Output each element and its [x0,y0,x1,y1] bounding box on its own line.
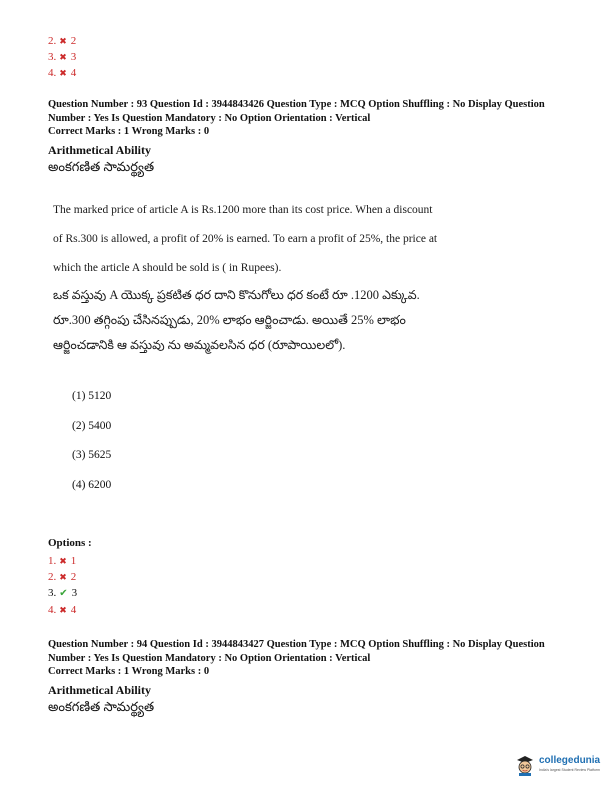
choice-item: (3) 5625 [72,449,112,461]
previous-options-list [48,33,76,81]
section-title-te: అంకగణిత సామర్థ్యత [48,699,155,714]
section-title-en: Arithmetical Ability [48,143,151,157]
option-item: 4. ✖ 4 [48,67,77,79]
option-item: 1. ✖ 1 [48,555,77,567]
question-line-en: The marked price of article A is Rs.1200 more than its cost price. When a discount [53,204,433,216]
question-94-header: Question Number : 94 Question Id : 3944843427 Question Type : MCQ Option Shuffling : No Display Question Number : Yes Is Question Mandatory : No Option Orientation : Vertical Correct Marks : 1 Wrong Marks : 0 [48,639,545,677]
question-93-choices [72,386,111,504]
option-item: 2. ✖ 2 [48,35,77,47]
cross-icon: ✖ [59,605,67,615]
logo-name: collegedunia [539,755,601,766]
option-item: 3. ✖ 3 [48,51,77,63]
collegedunia-logo [515,752,607,782]
option-item-correct: 3. ✔ 3 [48,587,78,599]
cross-icon: ✖ [59,556,67,566]
choice-item: (2) 5400 [72,419,112,432]
question-line-te: ఆర్జించడానికి ఆ వస్తువు ను అమ్మవలసిన ధర (రూపాయిలలో). [53,338,346,352]
question-93-options [48,553,77,618]
question-94-section [48,683,154,715]
question-line-te: రూ.300 తగ్గింపు చేసినప్పుడు, 20% లాభం ఆర్జించాడు. అయితే 25% లాభం [53,313,406,327]
cross-icon: ✖ [59,52,67,62]
question-93-text [53,196,493,358]
option-item: 2. ✖ 2 [48,571,77,583]
question-line-en: which the article A should be sold is ( in Rupees). [53,262,282,274]
section-title-en: Arithmetical Ability [48,683,151,697]
question-93-section [48,143,154,175]
options-label: Options : [48,537,92,549]
question-93-header: Question Number : 93 Question Id : 3944843426 Question Type : MCQ Option Shuffling : No Display Question Number : Yes Is Question Mandatory : No Option Orientation : Vertical Correct Marks : 1 Wrong Marks : 0 [48,99,545,137]
logo-tagline: India's largest Student Review Platform [539,768,600,772]
choice-item: (1) 5120 [72,390,112,402]
question-line-en: of Rs.300 is allowed, a profit of 20% is earned. To earn a profit of 25%, the price at [53,233,438,245]
question-line-te: ఒక వస్తువు A యొక్క ప్రకటిత ధర దాని కొనుగోలు ధర కంటే రూ .1200 ఎక్కువ. [53,288,420,302]
checkmark-icon: ✔ [59,588,68,599]
student-mascot-icon [515,754,535,776]
section-title-te: అంకగణిత సామర్థ్యత [48,159,155,174]
cross-icon: ✖ [59,36,67,46]
cross-icon: ✖ [59,572,67,582]
choice-item: (4) 6200 [72,478,112,491]
option-item: 4. ✖ 4 [48,604,77,616]
cross-icon: ✖ [59,68,67,78]
